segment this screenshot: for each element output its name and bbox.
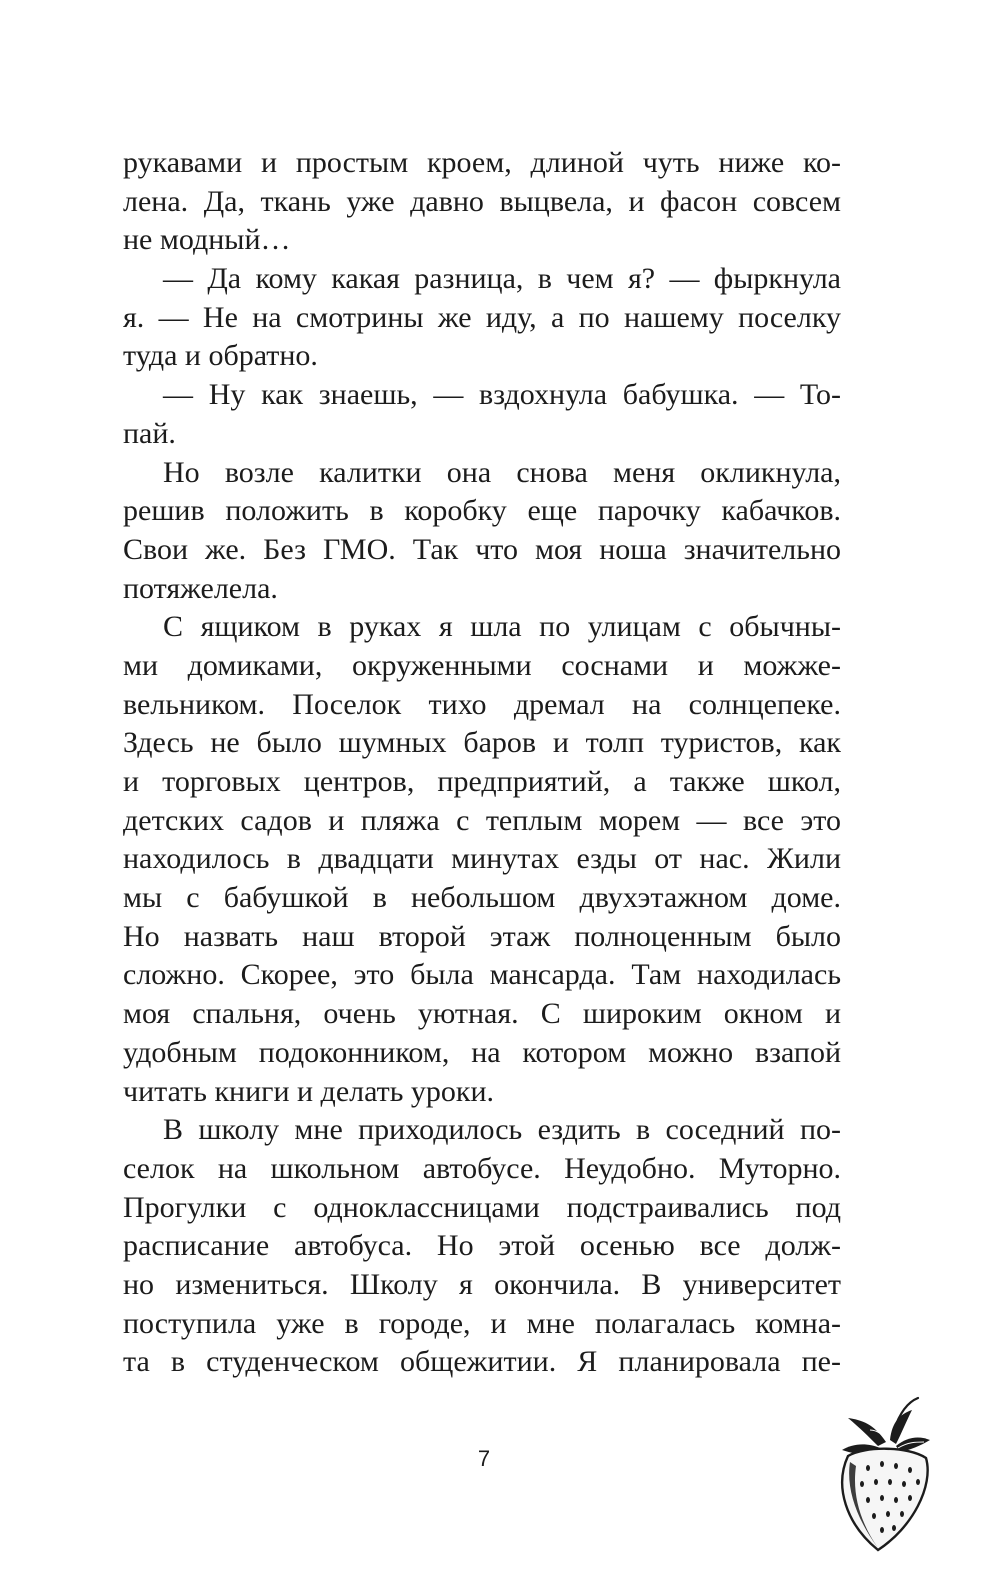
- text-line: та в студенческом общежитии. Я планировала пе-: [123, 1345, 841, 1379]
- text-line: мы с бабушкой в небольшом двухэтажном доме.: [123, 881, 841, 915]
- text-line: детских садов и пляжа с теплым морем — все это: [123, 803, 841, 837]
- text-line: решив положить в коробку еще парочку кабачков.: [123, 494, 841, 528]
- text-line: находилось в двадцати минутах езды от нас. Жили: [123, 842, 841, 876]
- text-line: — Ну как знаешь, — вздохнула бабушка. — То-: [163, 378, 841, 412]
- text-line: удобным подоконником, на котором можно взапой: [123, 1035, 841, 1069]
- text-line: — Да кому какая разница, в чем я? — фыркнула: [163, 262, 841, 296]
- text-line: я. — Не на смотрины же иду, а по нашему поселку: [123, 300, 841, 334]
- text-line: Но назвать наш второй этаж полноценным было: [123, 919, 841, 953]
- text-line: расписание автобуса. Но этой осенью все долж-: [123, 1229, 841, 1263]
- text-line: Прогулки с одноклассницами подстраивались под: [123, 1190, 841, 1224]
- text-line: и торговых центров, предприятий, а также школ,: [123, 765, 841, 798]
- text-line: моя спальня, очень уютная. С широким окном и: [123, 997, 841, 1031]
- page-number: 7: [477, 1446, 491, 1471]
- text-line: пай.: [123, 416, 176, 450]
- text-line: сложно. Скорее, это была мансарда. Там находилась: [123, 958, 841, 992]
- text-line: С ящиком в руках я шла по улицам с обычны-: [163, 610, 841, 644]
- text-line: В школу мне приходилось ездить в соседний по-: [163, 1113, 841, 1147]
- text-line: рукавами и простым кроем, длиной чуть ниже ко-: [123, 146, 841, 179]
- strawberry-icon: [826, 1390, 936, 1560]
- text-line: потяжелела.: [123, 571, 278, 605]
- text-line: вельником. Поселок тихо дремал на солнцепеке.: [123, 687, 841, 721]
- text-line: но измениться. Школу я окончила. В университет: [123, 1267, 841, 1301]
- text-line: поступила уже в городе, и мне полагалась комна-: [123, 1306, 841, 1340]
- text-line: не модный…: [123, 223, 291, 257]
- text-line: Здесь не было шумных баров и толп туристов, как: [123, 726, 841, 760]
- text-line: Но возле калитки она снова меня окликнула,: [163, 455, 841, 489]
- text-line: селок на школьном автобусе. Неудобно. Муторно.: [123, 1151, 841, 1185]
- text-line: ми домиками, окруженными соснами и можже-: [123, 648, 841, 682]
- text-line: Свои же. Без ГМО. Так что моя ноша значительно: [123, 532, 841, 566]
- text-line: читать книги и делать уроки.: [123, 1074, 495, 1108]
- text-line: лена. Да, ткань уже давно выцвела, и фасон совсем: [123, 184, 841, 218]
- text-line: туда и обратно.: [123, 339, 318, 373]
- body-text: [123, 144, 841, 1382]
